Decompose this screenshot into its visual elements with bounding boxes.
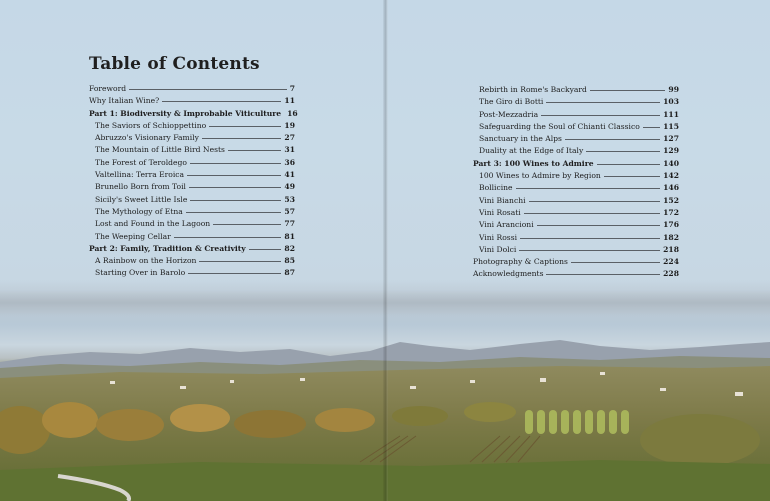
toc-list-left xyxy=(89,83,298,280)
toc-page-number: 87 xyxy=(284,268,295,278)
toc-entry-title: Valtellina: Terra Eroica xyxy=(95,170,185,180)
toc-entry[interactable] xyxy=(89,132,295,144)
toc-page-number: 53 xyxy=(284,194,295,204)
toc-entry[interactable] xyxy=(89,181,295,193)
toc-page-number: 36 xyxy=(284,157,295,167)
toc-part-heading[interactable] xyxy=(89,108,298,120)
page-title: Table of Contents xyxy=(89,54,260,74)
toc-page-number: 228 xyxy=(663,269,679,279)
toc-entry-title: Brunello Born from Toil xyxy=(95,182,186,192)
toc-entry[interactable] xyxy=(473,195,679,207)
poplar-row xyxy=(525,410,629,434)
toc-page-number: 16 xyxy=(287,108,298,118)
toc-leader-line xyxy=(188,273,281,274)
toc-entry[interactable] xyxy=(89,120,295,132)
toc-entry-title: Vini Bianchi xyxy=(479,195,526,205)
toc-leader-line xyxy=(524,213,660,214)
toc-entry[interactable] xyxy=(89,231,295,243)
toc-page-number: 218 xyxy=(663,244,679,254)
toc-entry[interactable] xyxy=(473,109,679,121)
toc-page-number: 77 xyxy=(284,219,295,229)
toc-entry-title: Foreword xyxy=(89,84,127,93)
toc-entry[interactable] xyxy=(473,84,679,96)
toc-page-number: 129 xyxy=(663,146,679,156)
toc-entry[interactable] xyxy=(89,255,295,267)
toc-entry-title: The Weeping Cellar xyxy=(95,231,171,241)
toc-entry-title: Why Italian Wine? xyxy=(89,96,160,106)
toc-entry[interactable] xyxy=(473,133,679,145)
toc-page-number: 27 xyxy=(284,133,295,143)
toc-leader-line xyxy=(546,102,660,103)
toc-page-number: 41 xyxy=(284,170,295,180)
toc-page-number: 31 xyxy=(284,145,295,155)
toc-entry-title: Photography & Captions xyxy=(473,257,568,267)
toc-leader-line xyxy=(213,224,281,225)
toc-entry-title: Vini Dolci xyxy=(479,244,517,254)
toc-entry-title: Abruzzo's Visionary Family xyxy=(95,133,199,143)
toc-page-number: 11 xyxy=(284,96,295,106)
toc-leader-line xyxy=(209,126,281,127)
toc-leader-line xyxy=(541,115,660,116)
toc-entry-title: The Saviors of Schioppettino xyxy=(95,120,207,130)
toc-page-number: 182 xyxy=(663,232,679,242)
toc-page-number: 142 xyxy=(663,171,679,181)
toc-entry-title: Starting Over in Barolo xyxy=(95,268,186,278)
toc-leader-line xyxy=(249,249,282,250)
toc-leader-line xyxy=(228,150,282,151)
toc-entry[interactable] xyxy=(473,182,679,194)
toc-page-number: 57 xyxy=(284,206,295,216)
toc-leader-line xyxy=(186,212,282,213)
toc-entry-title: Part 1: Biodiversity & Improbable Viticulture xyxy=(89,108,282,118)
toc-entry-title: Part 2: Family, Tradition & Creativity xyxy=(89,243,246,253)
toc-leader-line xyxy=(190,163,281,164)
toc-entry-title: The Mountain of Little Bird Nests xyxy=(95,145,225,155)
toc-leader-line xyxy=(202,138,282,139)
toc-entry[interactable] xyxy=(89,267,295,279)
toc-leader-line xyxy=(604,176,660,177)
toc-page-number: 49 xyxy=(284,182,295,192)
toc-page-number: 140 xyxy=(663,158,679,168)
toc-leader-line xyxy=(129,89,287,90)
toc-entry-title: Rebirth in Rome's Backyard xyxy=(479,85,587,94)
toc-entry-title: Sanctuary in the Alps xyxy=(479,134,562,144)
toc-entry[interactable] xyxy=(473,219,679,231)
toc-leader-line xyxy=(520,238,660,239)
toc-leader-line xyxy=(586,151,660,152)
toc-entry-title: Duality at the Edge of Italy xyxy=(479,146,584,156)
toc-page-number: 99 xyxy=(668,85,679,94)
toc-entry[interactable] xyxy=(473,268,679,280)
toc-page-number: 111 xyxy=(663,109,679,119)
toc-entry-title: The Giro di Botti xyxy=(479,97,544,107)
toc-page-number: 146 xyxy=(663,183,679,193)
toc-page-number: 19 xyxy=(284,120,295,130)
toc-page-number: 7 xyxy=(289,84,295,93)
toc-entry[interactable] xyxy=(473,145,679,157)
toc-part-heading[interactable] xyxy=(89,243,295,255)
toc-entry-title: Vini Rossi xyxy=(479,232,518,242)
toc-page-number: 81 xyxy=(284,231,295,241)
toc-entry[interactable] xyxy=(89,194,295,206)
toc-entry[interactable] xyxy=(473,232,679,244)
toc-leader-line xyxy=(537,225,661,226)
toc-entry-title: Acknowledgments xyxy=(473,269,544,279)
toc-leader-line xyxy=(190,200,281,201)
toc-page-number: 172 xyxy=(663,207,679,217)
toc-leader-line xyxy=(199,261,281,262)
toc-leader-line xyxy=(174,237,282,238)
toc-part-heading[interactable] xyxy=(473,158,679,170)
toc-leader-line xyxy=(529,201,661,202)
toc-leader-line xyxy=(643,127,660,128)
toc-page-number: 103 xyxy=(663,97,679,107)
toc-leader-line xyxy=(590,90,666,91)
toc-entry[interactable] xyxy=(473,96,679,108)
toc-page-number: 115 xyxy=(663,121,679,131)
toc-entry[interactable] xyxy=(89,83,295,95)
toc-entry-title: Bollicine xyxy=(479,183,513,193)
toc-leader-line xyxy=(597,164,661,165)
toc-entry[interactable] xyxy=(89,157,295,169)
toc-leader-line xyxy=(187,175,281,176)
toc-entry[interactable] xyxy=(89,218,295,230)
toc-entry[interactable] xyxy=(89,95,295,107)
toc-page-number: 224 xyxy=(663,257,679,267)
toc-entry-title: Lost and Found in the Lagoon xyxy=(95,219,211,229)
toc-entry-title: The Forest of Teroldego xyxy=(95,157,187,167)
toc-entry-title: Vini Arancioni xyxy=(479,220,534,230)
toc-entry-title: Safeguarding the Soul of Chianti Classico xyxy=(479,121,640,131)
toc-page-number: 127 xyxy=(663,134,679,144)
toc-entry[interactable] xyxy=(89,206,295,218)
toc-leader-line xyxy=(519,250,660,251)
toc-leader-line xyxy=(546,274,660,275)
toc-entry-title: Part 3: 100 Wines to Admire xyxy=(473,158,594,168)
toc-entry-title: 100 Wines to Admire by Region xyxy=(479,171,601,181)
toc-entry[interactable] xyxy=(89,169,295,181)
toc-entry-title: The Mythology of Etna xyxy=(95,206,183,216)
toc-list-right xyxy=(473,84,679,281)
toc-entry[interactable] xyxy=(473,121,679,133)
toc-entry[interactable] xyxy=(473,207,679,219)
toc-page-number: 85 xyxy=(284,256,295,266)
toc-entry[interactable] xyxy=(473,244,679,256)
toc-entry[interactable] xyxy=(89,144,295,156)
toc-page-number: 176 xyxy=(663,220,679,230)
toc-entry-title: Vini Rosati xyxy=(479,207,521,217)
toc-entry-title: Post-Mezzadria xyxy=(479,109,539,119)
toc-entry[interactable] xyxy=(473,170,679,182)
toc-leader-line xyxy=(189,187,281,188)
toc-entry-title: A Rainbow on the Horizon xyxy=(95,256,197,266)
toc-entry-title: Sicily's Sweet Little Isle xyxy=(95,194,188,204)
toc-entry[interactable] xyxy=(473,256,679,268)
toc-leader-line xyxy=(516,188,661,189)
toc-page-number: 152 xyxy=(663,195,679,205)
book-gutter xyxy=(383,0,388,501)
toc-leader-line xyxy=(565,139,660,140)
toc-leader-line xyxy=(162,101,281,102)
toc-leader-line xyxy=(571,262,660,263)
toc-page-number: 82 xyxy=(284,243,295,253)
